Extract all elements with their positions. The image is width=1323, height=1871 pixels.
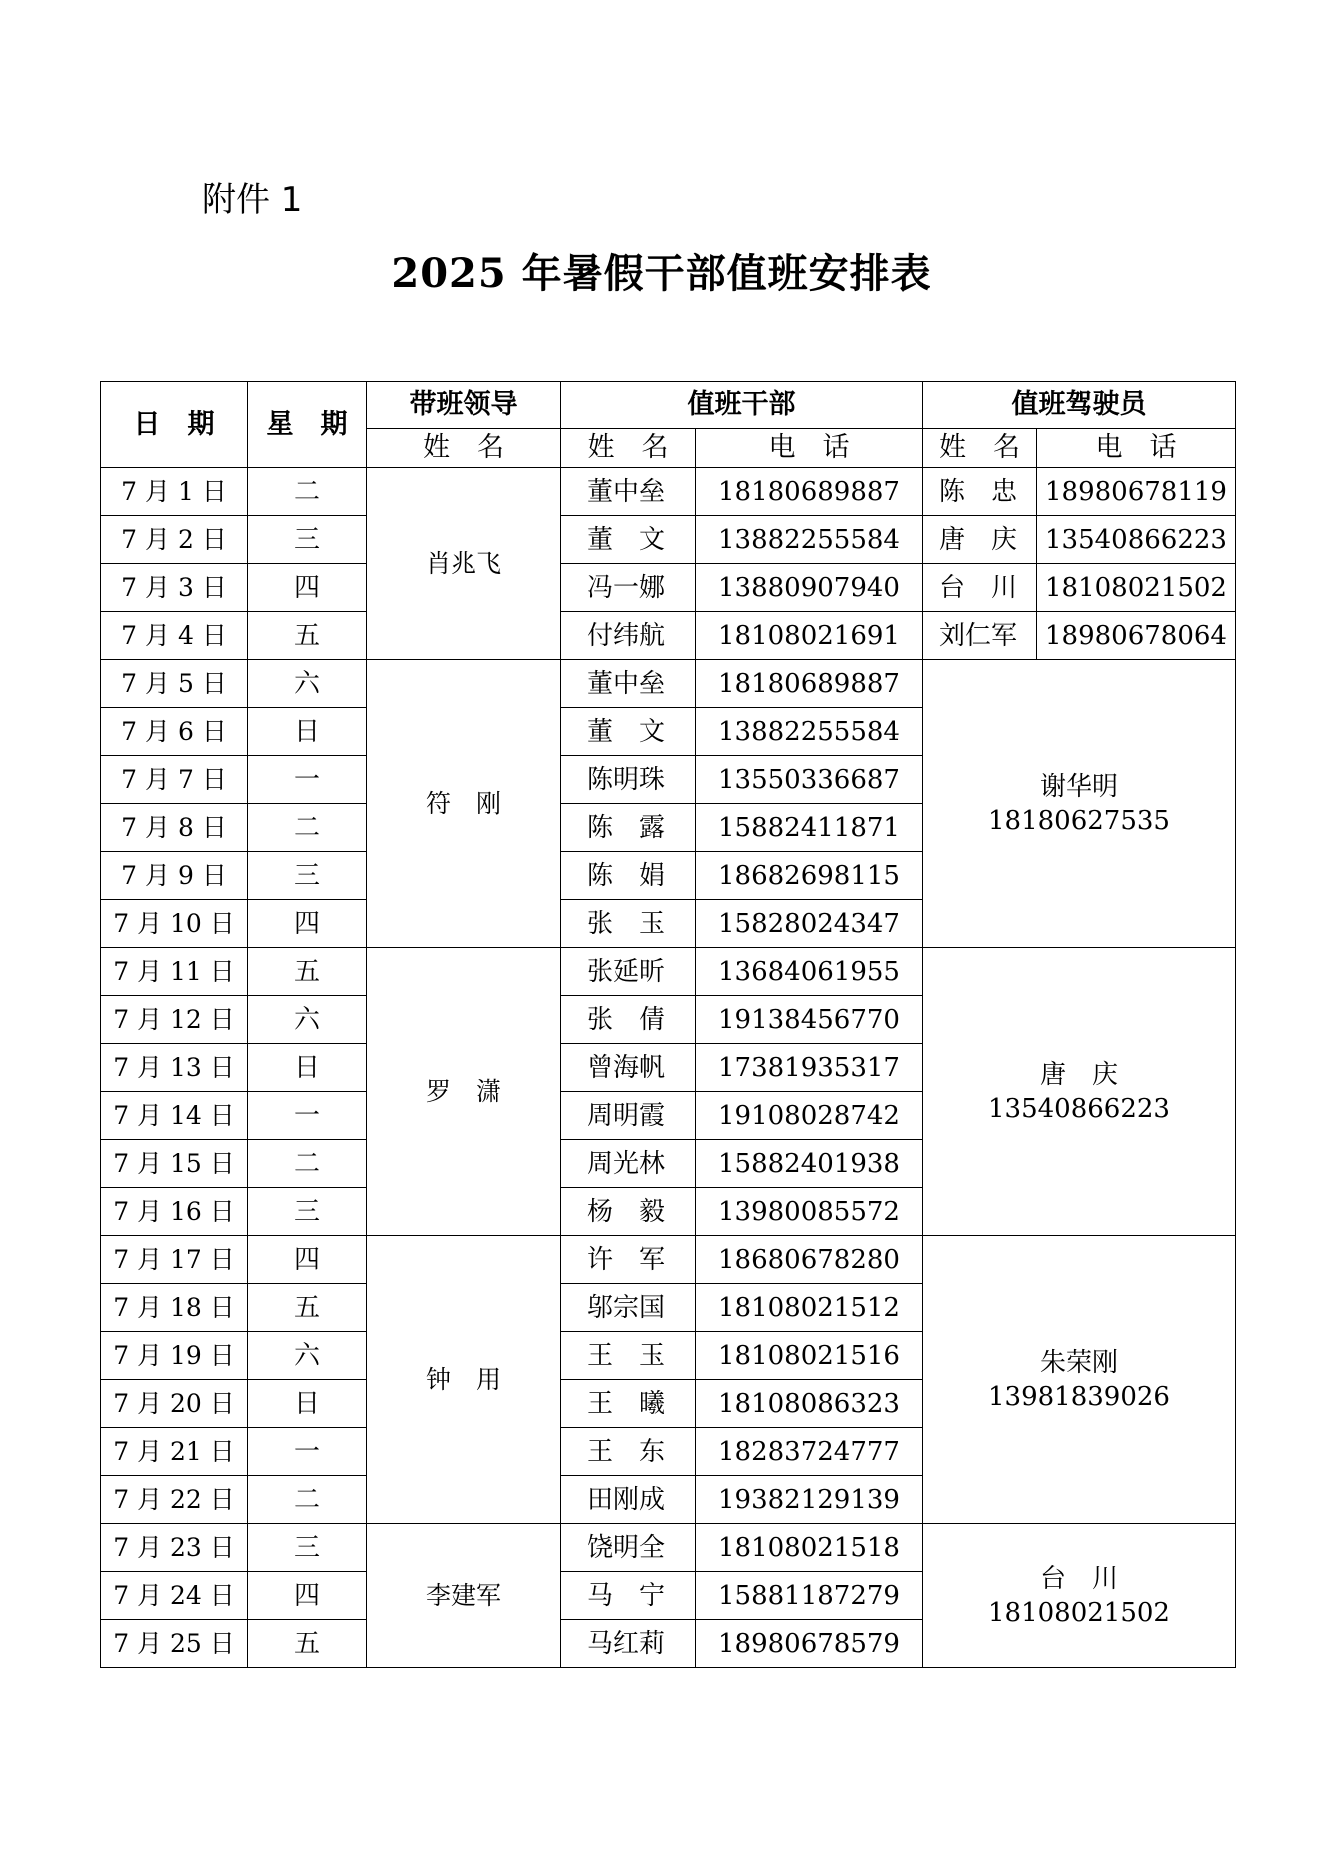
duty-phone-cell: 18283724777 [696,1428,923,1476]
date-cell: 7 月 15 日 [101,1140,248,1188]
weekday-cell: 五 [248,948,367,996]
duty-name-cell: 王 曦 [561,1380,696,1428]
weekday-cell: 三 [248,516,367,564]
duty-name-cell: 陈明珠 [561,756,696,804]
date-cell: 7 月 5 日 [101,660,248,708]
table-row [101,612,1236,660]
duty-phone-cell: 15882411871 [696,804,923,852]
header-driver-group: 值班驾驶员 [923,382,1236,429]
duty-name-cell: 邬宗国 [561,1284,696,1332]
weekday-cell: 六 [248,1332,367,1380]
weekday-cell: 二 [248,1140,367,1188]
header-date: 日 期 [101,382,248,468]
date-cell: 7 月 8 日 [101,804,248,852]
date-cell: 7 月 20 日 [101,1380,248,1428]
date-cell: 7 月 14 日 [101,1092,248,1140]
driver-name-cell: 唐 庆 [923,516,1037,564]
date-cell: 7 月 24 日 [101,1572,248,1620]
weekday-cell: 二 [248,468,367,516]
duty-phone-cell: 13880907940 [696,564,923,612]
table-row [101,516,1236,564]
date-cell: 7 月 16 日 [101,1188,248,1236]
duty-name-cell: 王 东 [561,1428,696,1476]
duty-phone-cell: 18180689887 [696,660,923,708]
date-cell: 7 月 19 日 [101,1332,248,1380]
duty-name-cell: 陈 娟 [561,852,696,900]
date-cell: 7 月 17 日 [101,1236,248,1284]
date-cell: 7 月 25 日 [101,1620,248,1668]
weekday-cell: 二 [248,804,367,852]
leader-cell: 符 刚 [367,660,561,948]
leader-cell: 肖兆飞 [367,468,561,660]
weekday-cell: 日 [248,1044,367,1092]
duty-name-cell: 周光林 [561,1140,696,1188]
table-row [101,564,1236,612]
header-driver-name: 姓 名 [923,429,1037,468]
driver-phone: 13540866223 [988,1093,1170,1124]
weekday-cell: 一 [248,1092,367,1140]
driver-block-cell [923,948,1236,1236]
table-row [101,1524,1236,1572]
duty-name-cell: 饶明全 [561,1524,696,1572]
date-cell: 7 月 11 日 [101,948,248,996]
date-cell: 7 月 18 日 [101,1284,248,1332]
date-cell: 7 月 1 日 [101,468,248,516]
duty-name-cell: 董中垒 [561,660,696,708]
driver-name-cell: 台 川 [923,564,1037,612]
duty-name-cell: 周明霞 [561,1092,696,1140]
duty-phone-cell: 15882401938 [696,1140,923,1188]
driver-phone: 18108021502 [988,1597,1170,1628]
driver-name: 唐 庆 [1039,1059,1118,1090]
duty-phone-cell: 18180689887 [696,468,923,516]
header-driver-phone: 电 话 [1037,429,1236,468]
duty-phone-cell: 18680678280 [696,1236,923,1284]
weekday-cell: 五 [248,1620,367,1668]
driver-block-cell [923,660,1236,948]
header-duty-name: 姓 名 [561,429,696,468]
duty-phone-cell: 19382129139 [696,1476,923,1524]
date-cell: 7 月 2 日 [101,516,248,564]
duty-name-cell: 杨 毅 [561,1188,696,1236]
duty-phone-cell: 13684061955 [696,948,923,996]
weekday-cell: 日 [248,708,367,756]
table-row [101,948,1236,996]
weekday-cell: 三 [248,1524,367,1572]
date-cell: 7 月 12 日 [101,996,248,1044]
weekday-cell: 一 [248,756,367,804]
driver-block-cell [923,1524,1236,1668]
header-weekday: 星 期 [248,382,367,468]
duty-name-cell: 张 倩 [561,996,696,1044]
duty-phone-cell: 17381935317 [696,1044,923,1092]
weekday-cell: 五 [248,612,367,660]
date-cell: 7 月 6 日 [101,708,248,756]
leader-cell: 钟 用 [367,1236,561,1524]
driver-phone-cell: 13540866223 [1037,516,1236,564]
duty-name-cell: 马红莉 [561,1620,696,1668]
duty-name-cell: 田刚成 [561,1476,696,1524]
header-duty-phone: 电 话 [696,429,923,468]
header-leader-name: 姓 名 [367,429,561,468]
duty-phone-cell: 15881187279 [696,1572,923,1620]
weekday-cell: 六 [248,660,367,708]
driver-phone-cell: 18108021502 [1037,564,1236,612]
weekday-cell: 三 [248,852,367,900]
weekday-cell: 四 [248,900,367,948]
driver-name: 谢华明 [1039,771,1118,802]
duty-phone-cell: 18980678579 [696,1620,923,1668]
page-title: 2025 年暑假干部值班安排表 [391,250,932,297]
duty-name-cell: 付纬航 [561,612,696,660]
driver-block-cell [923,1236,1236,1524]
date-cell: 7 月 13 日 [101,1044,248,1092]
header-duty-group: 值班干部 [561,382,923,429]
driver-name-cell: 刘仁军 [923,612,1037,660]
duty-phone-cell: 13550336687 [696,756,923,804]
date-cell: 7 月 23 日 [101,1524,248,1572]
duty-phone-cell: 18108021518 [696,1524,923,1572]
driver-phone-cell: 18980678119 [1037,468,1236,516]
leader-cell: 罗 潇 [367,948,561,1236]
duty-name-cell: 张 玉 [561,900,696,948]
weekday-cell: 日 [248,1380,367,1428]
duty-name-cell: 张延昕 [561,948,696,996]
duty-phone-cell: 13882255584 [696,516,923,564]
driver-phone: 18180627535 [988,805,1170,836]
weekday-cell: 四 [248,1572,367,1620]
header-row [101,382,1236,429]
duty-phone-cell: 18108021691 [696,612,923,660]
date-cell: 7 月 7 日 [101,756,248,804]
duty-name-cell: 陈 露 [561,804,696,852]
weekday-cell: 六 [248,996,367,1044]
duty-phone-cell: 18108021512 [696,1284,923,1332]
duty-name-cell: 董 文 [561,516,696,564]
driver-name-cell: 陈 忠 [923,468,1037,516]
weekday-cell: 四 [248,1236,367,1284]
table-row [101,1236,1236,1284]
date-cell: 7 月 4 日 [101,612,248,660]
driver-phone: 13981839026 [988,1381,1170,1412]
weekday-cell: 四 [248,564,367,612]
duty-name-cell: 董 文 [561,708,696,756]
header-leader-group: 带班领导 [367,382,561,429]
date-cell: 7 月 9 日 [101,852,248,900]
table-row [101,660,1236,708]
duty-name-cell: 曾海帆 [561,1044,696,1092]
date-cell: 7 月 10 日 [101,900,248,948]
duty-phone-cell: 18108086323 [696,1380,923,1428]
date-cell: 7 月 22 日 [101,1476,248,1524]
weekday-cell: 一 [248,1428,367,1476]
duty-phone-cell: 15828024347 [696,900,923,948]
duty-name-cell: 董中垒 [561,468,696,516]
table-row [101,468,1236,516]
weekday-cell: 五 [248,1284,367,1332]
duty-name-cell: 许 军 [561,1236,696,1284]
duty-phone-cell: 19108028742 [696,1092,923,1140]
duty-phone-cell: 13882255584 [696,708,923,756]
driver-name: 朱荣刚 [1039,1347,1118,1378]
duty-phone-cell: 13980085572 [696,1188,923,1236]
duty-phone-cell: 18682698115 [696,852,923,900]
duty-phone-cell: 18108021516 [696,1332,923,1380]
driver-phone-cell: 18980678064 [1037,612,1236,660]
weekday-cell: 二 [248,1476,367,1524]
leader-cell: 李建军 [367,1524,561,1668]
duty-phone-cell: 19138456770 [696,996,923,1044]
duty-roster-table [100,381,1236,1668]
duty-name-cell: 冯一娜 [561,564,696,612]
duty-name-cell: 王 玉 [561,1332,696,1380]
driver-name: 台 川 [1039,1563,1118,1594]
date-cell: 7 月 3 日 [101,564,248,612]
weekday-cell: 三 [248,1188,367,1236]
duty-name-cell: 马 宁 [561,1572,696,1620]
attachment-label: 附件 1 [202,180,303,220]
date-cell: 7 月 21 日 [101,1428,248,1476]
